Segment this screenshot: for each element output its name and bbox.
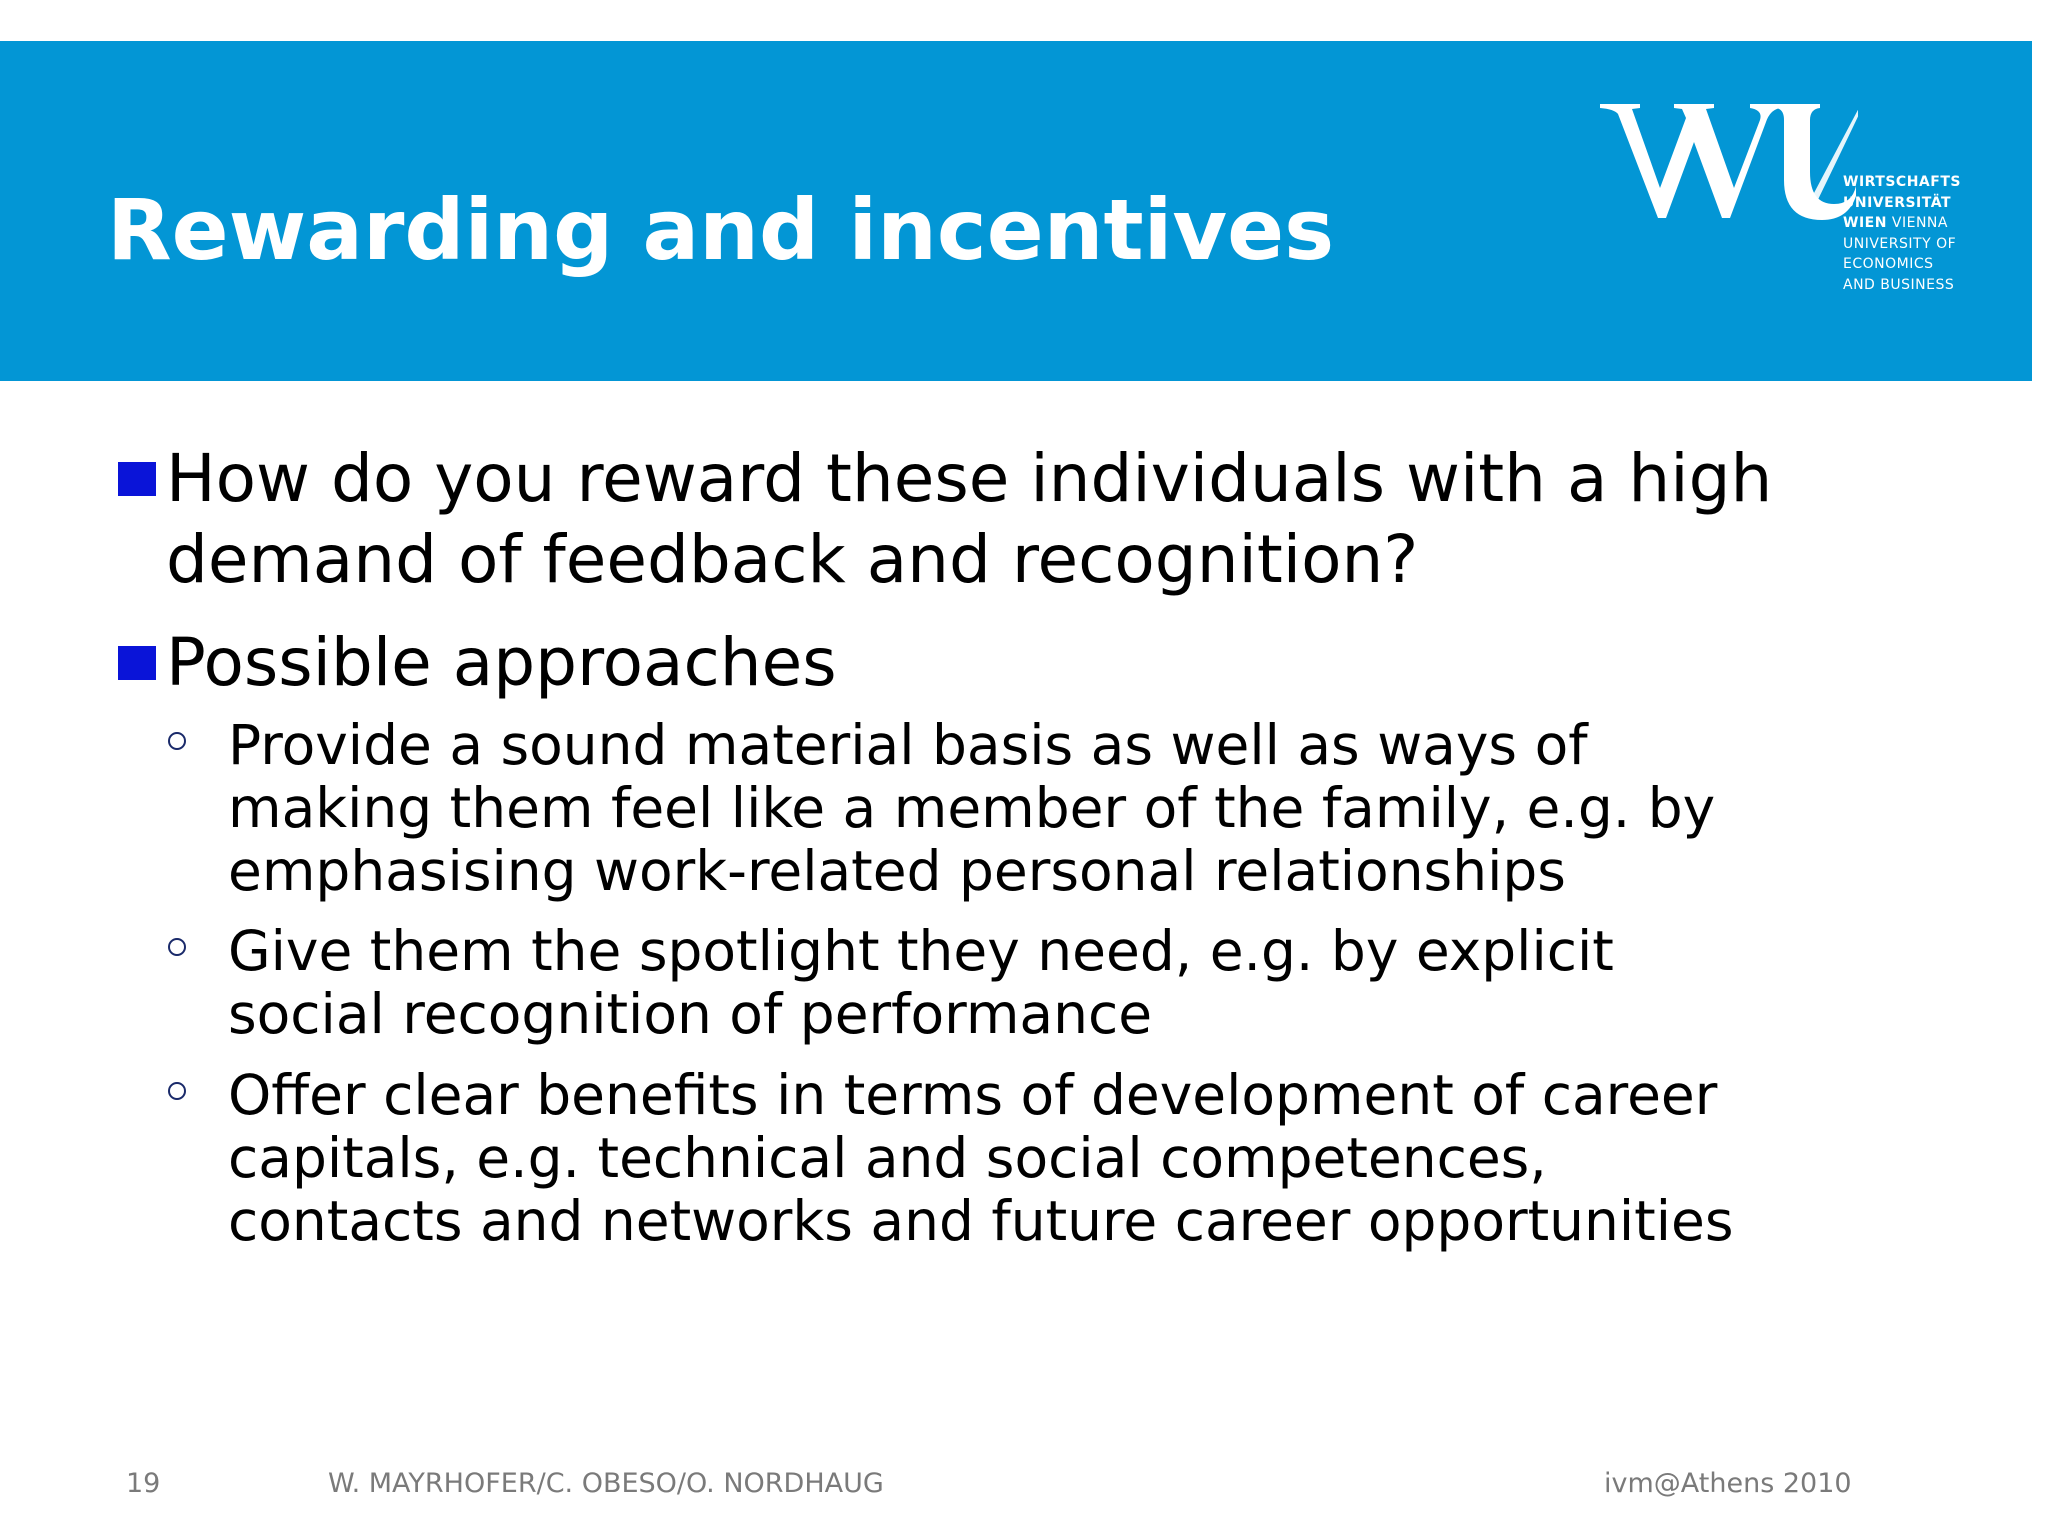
circle-bullet-icon [168, 938, 186, 956]
slide-title: Rewarding and incentives [107, 181, 1335, 279]
sub-bullet-text: Give them the spotlight they need, e.g. by explicit social recognition of performance [228, 919, 1614, 1046]
circle-bullet-icon [168, 1082, 186, 1100]
sub-bullet-text: Provide a sound material basis as well as ways of making them feel like a member of the family, e.g. by emphasising work-related personal relationships [228, 713, 1716, 903]
logo-line: WIEN VIENNA [1843, 215, 1948, 232]
footer-event: ivm@Athens 2010 [1604, 1468, 1852, 1499]
footer-page-number: 19 [126, 1468, 161, 1499]
wu-logo-text [1843, 172, 1961, 296]
bullet-text: Possible approaches [166, 624, 837, 701]
square-bullet-icon [118, 462, 156, 496]
circle-bullet-icon [168, 732, 186, 750]
logo-line: UNIVERSITY OF [1843, 235, 1957, 252]
logo-line: WIRTSCHAFTS [1843, 174, 1961, 190]
footer-authors: W. MAYRHOFER/C. OBESO/O. NORDHAUG [328, 1468, 884, 1499]
logo-line: UNIVERSITÄT [1843, 194, 1952, 211]
wu-logo [1598, 100, 1978, 300]
logo-line: ECONOMICS [1843, 256, 1934, 273]
wu-logo-mark-icon [1598, 100, 1858, 225]
square-bullet-icon [118, 646, 156, 680]
logo-line: AND BUSINESS [1843, 276, 1955, 293]
bullet-text: How do you reward these individuals with a high demand of feedback and recognition? [166, 440, 1773, 598]
sub-bullet-text: Offer clear benefits in terms of development of career capitals, e.g. technical and social competences, contacts and networks and future career opportunities [228, 1063, 1734, 1253]
